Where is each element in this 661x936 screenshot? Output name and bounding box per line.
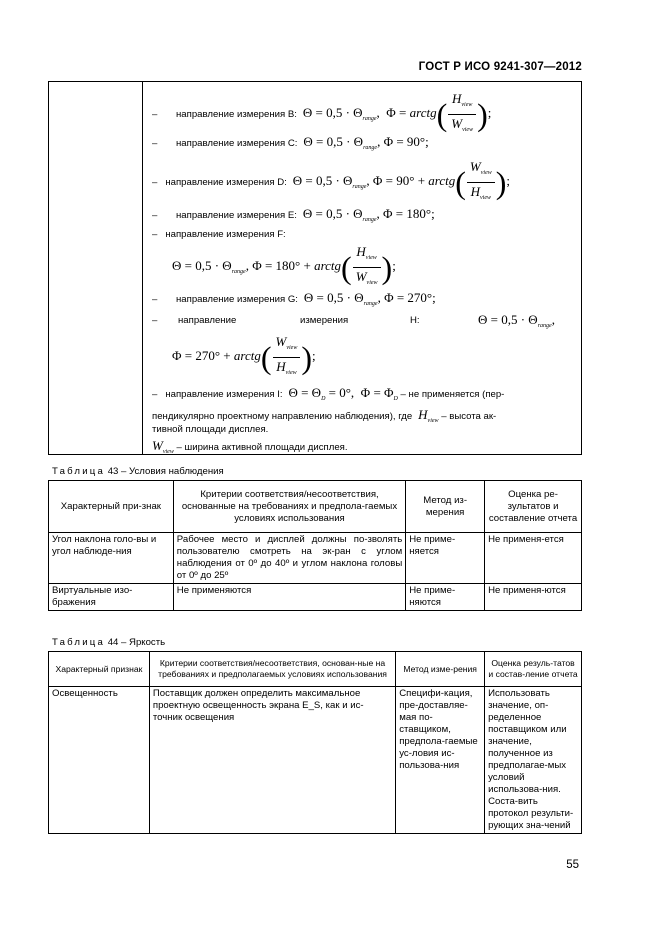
page-number: 55 [566, 859, 579, 871]
direction-e: – направление измерения E: $\Theta = 0,5 \cdot \Theta_{range}$, Φ = 180°; [152, 206, 435, 223]
table44 [48, 651, 582, 834]
table43-header-cell: Метод из-мерения [406, 481, 485, 533]
table43-header-cell: Характерный при-знак [49, 481, 174, 533]
table-cell: Не применя-ются [485, 584, 582, 611]
direction-g: – направление измерения G: $\Theta = 0,5 \cdot \Theta_{range}$, Φ = 270°; [152, 290, 436, 307]
table44-header-cell: Метод изме-рения [396, 652, 485, 687]
direction-b: – направление измерения B: $\Theta = 0,5 \cdot \Theta_{range}$, Φ = arctg( $\frac{H_{view}}{W_{view}}$ ); [152, 91, 492, 133]
direction-i-line2: пендикулярно проектному направлению наблюдения), где $H_{view}$ – высота ак- [152, 407, 497, 424]
direction-i-line3: тивной площади дисплея. [152, 424, 269, 435]
table44-header-cell: Оценка резуль-татов и состав-ление отчета [485, 652, 582, 687]
table44-title: Таблица 44 – Яркость [52, 637, 166, 648]
table-cell: Не применяются [173, 584, 405, 611]
direction-i: – направление измерения I: $\Theta = \Theta_D = 0^\circ$, $\Phi = \Phi_D$ – не применяется (пер- [152, 385, 505, 402]
table43 [48, 480, 582, 611]
table-cell: Не применя-ется [485, 533, 582, 584]
table-cell: Освещенность [49, 687, 150, 834]
table-cell: Угол наклона голо-вы и угол наблюде-ния [49, 533, 174, 584]
direction-f-formula: $\Theta = 0,5 \cdot \Theta_{range}$, Φ = 180° + arctg( $\frac{H_{view}}{W_{view}}$ ); [172, 244, 396, 286]
table-cell: Использовать значение, оп-ределенное поставщиком или значение, полученное из предполагае-мых условий использова-ния. Соста-вить протокол результи-рующих зна-чений [485, 687, 582, 834]
document-header: ГОСТ Р ИСО 9241-307—2012 [418, 61, 582, 73]
w-definition: $W_{view}$ – ширина активной площади дисплея. [152, 438, 348, 455]
table43-header-cell: Критерии соответствия/несоответствия, основанные на требованиях и предпола-гаемых условиях использования [173, 481, 405, 533]
table-row [49, 533, 582, 584]
table43-header-cell: Оценка ре-зультатов и составление отчета [485, 481, 582, 533]
table-cell: Рабочее место и дисплей должны по-зволять пользователю смотреть на эк-ран с углом наблюдения от 0º до 40º и углом наклона головы от 0º до 25º [173, 533, 405, 584]
direction-d: – направление измерения D: $\Theta = 0,5 \cdot \Theta_{range}$, Φ = 90° + arctg( $\frac{W_{view}}{H_{view}}$ ); [152, 159, 511, 201]
table-cell: Поставщик должен определить максимальное проектную освещенность экрана E_S, как и ис-точник освещения [149, 687, 395, 834]
table-row [49, 584, 582, 611]
table-cell: Не приме-няются [406, 584, 485, 611]
direction-f: – направление измерения F: [152, 229, 286, 240]
table-row [49, 687, 582, 834]
direction-c: – направление измерения C: $\Theta = 0,5 \cdot \Theta_{range}$, Φ = 90°; [152, 134, 429, 151]
table43-title: Таблица 43 – Условия наблюдения [52, 466, 224, 477]
direction-h-formula: Φ = 270° + arctg( $\frac{W_{view}}{H_{view}}$ ); [172, 334, 316, 376]
table-cell: Специфи-кация, пре-доставляе-мая по-ставщиком, предпола-гаемые ус-ловия ис-пользова-ния [396, 687, 485, 834]
table44-header-cell: Критерии соответствия/несоответствия, основан-ные на требованиях и предполагаемых условиях использования [149, 652, 395, 687]
table44-header-cell: Характерный признак [49, 652, 150, 687]
table-cell: Виртуальные изо-бражения [49, 584, 174, 611]
table-cell: Не приме-няется [406, 533, 485, 584]
direction-h: – направление измерения H: $\Theta = 0,5 \cdot \Theta_{range}$, [152, 312, 555, 329]
